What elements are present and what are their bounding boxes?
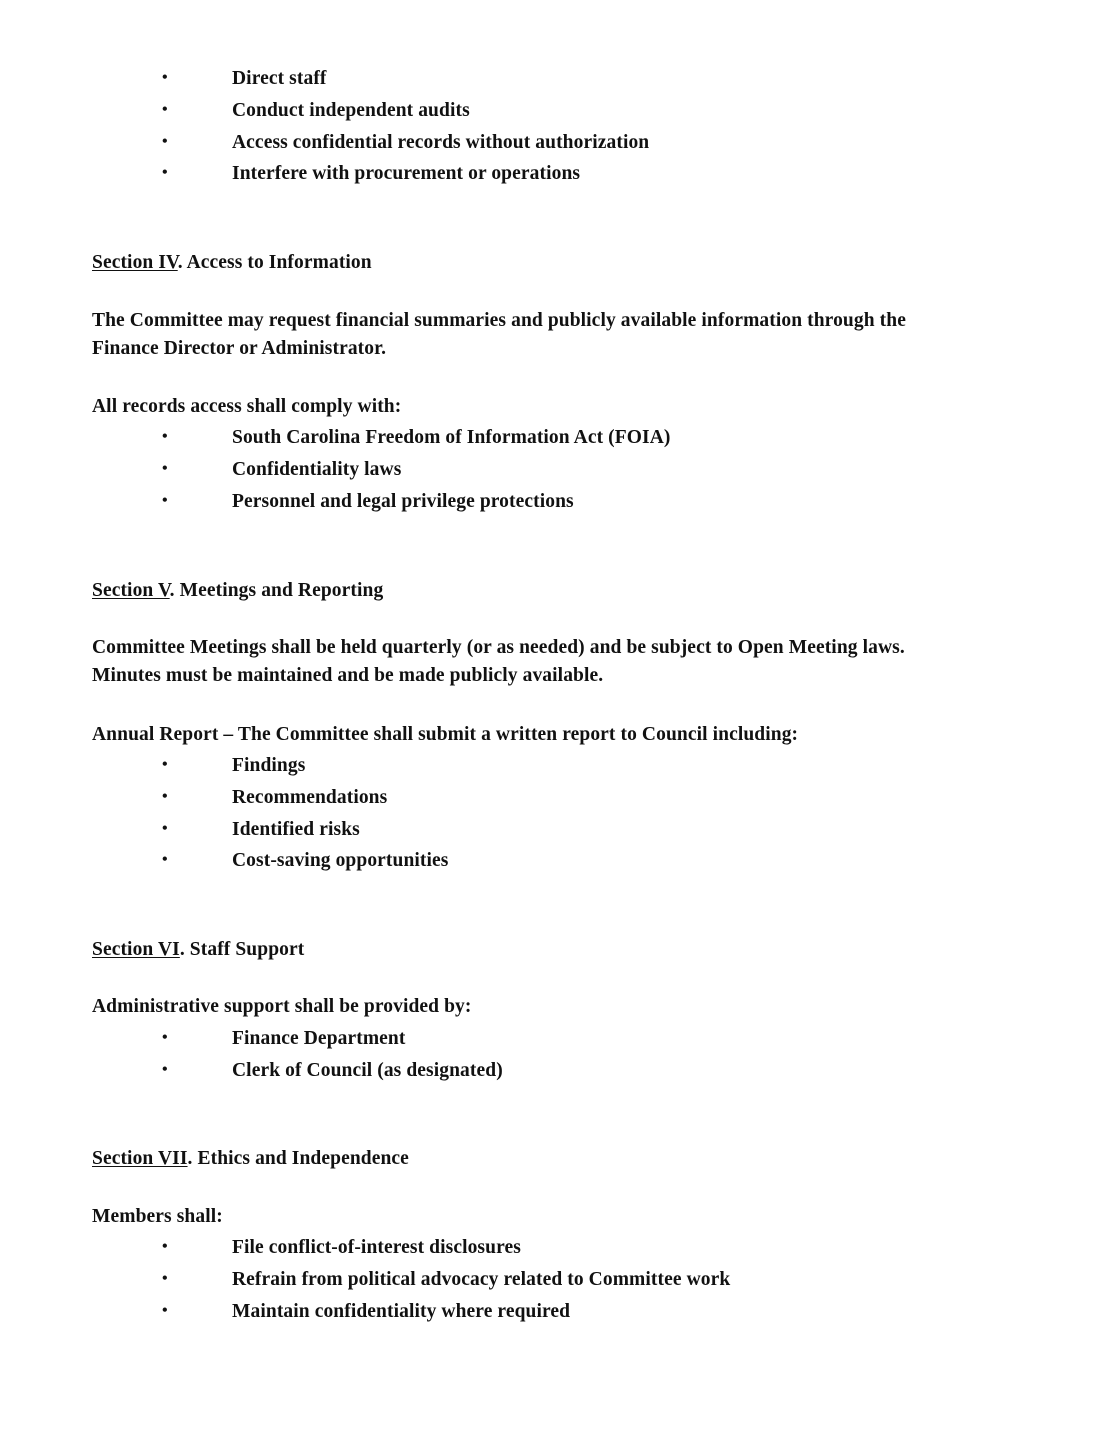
list-item <box>92 130 992 156</box>
spacer <box>92 363 992 393</box>
section-vi-bullet-list <box>92 1026 992 1084</box>
section-label: Section IV <box>92 252 178 274</box>
list-item <box>92 457 992 483</box>
list-item-label: Direct staff <box>232 68 327 89</box>
section-heading-v <box>92 577 992 604</box>
list-item-label: South Carolina Freedom of Information Act (FOIA) <box>232 427 671 449</box>
bullet-icon: • <box>162 819 168 837</box>
list-item-label: Maintain confidentiality where required <box>232 1300 571 1322</box>
list-item-label: Refrain from political advocacy related to Committee work <box>232 1268 731 1290</box>
list-item <box>92 425 992 451</box>
list-item-label: Cost-saving opportunities <box>232 850 449 872</box>
section-iv-paragraph: The Committee may request financial summaries and publicly available information through the Finance Director or Administrator. <box>92 309 906 359</box>
list-item-label: Personnel and legal privilege protections <box>232 490 574 512</box>
spacer <box>92 691 992 721</box>
list-item <box>92 785 992 811</box>
document-body <box>92 66 992 1325</box>
spacer <box>92 963 992 993</box>
bullet-icon: • <box>162 1060 168 1078</box>
bullet-icon: • <box>162 132 168 150</box>
bullet-icon: • <box>162 851 168 869</box>
list-item <box>92 98 992 124</box>
section-label: Section V <box>92 579 170 601</box>
section-title: . Staff Support <box>179 939 305 961</box>
list-item <box>92 753 992 779</box>
list-item-label: Finance Department <box>232 1027 406 1049</box>
spacer <box>92 880 992 936</box>
list-item <box>92 1267 992 1293</box>
list-item <box>92 848 992 874</box>
section-label: Section VII <box>92 1148 188 1170</box>
section-vii-bullet-list <box>92 1235 992 1325</box>
list-item <box>92 817 992 843</box>
spacer <box>92 193 992 249</box>
list-item-label: Interfere with procurement or operations <box>232 163 581 185</box>
list-item-label: Identified risks <box>232 818 360 840</box>
section-v-lead-in: Annual Report – The Committee shall submit a written report to Council including: <box>92 723 799 745</box>
bullet-icon: • <box>162 1301 168 1319</box>
list-item <box>92 1026 992 1052</box>
section-vi-lead-in: Administrative support shall be provided by: <box>92 996 472 1018</box>
list-item <box>92 1235 992 1261</box>
list-item <box>92 66 992 92</box>
section-v-paragraph: Committee Meetings shall be held quarterly (or as needed) and be subject to Open Meeting laws. Minutes must be maintained and be made publicly available. <box>92 637 905 687</box>
section-title: . Access to Information <box>177 252 372 274</box>
section-heading-vi <box>92 936 992 963</box>
section-title: . Ethics and Independence <box>187 1148 409 1170</box>
list-item <box>92 1058 992 1084</box>
list-item-label: File conflict-of-interest disclosures <box>232 1236 521 1258</box>
list-item-label: Access confidential records without authorization <box>232 131 650 153</box>
bullet-icon: • <box>162 491 168 509</box>
list-item-label: Conduct independent audits <box>232 99 470 121</box>
spacer <box>92 521 992 577</box>
top-bullet-list <box>92 66 992 188</box>
bullet-icon: • <box>162 1028 168 1046</box>
list-item <box>92 489 992 515</box>
section-vii-lead-in: Members shall: <box>92 1205 223 1227</box>
bullet-icon: • <box>162 787 168 805</box>
section-iv-lead-in: All records access shall comply with: <box>92 396 402 418</box>
bullet-icon: • <box>162 1237 168 1255</box>
section-heading-vii <box>92 1145 992 1172</box>
bullet-icon: • <box>162 755 168 773</box>
section-heading-iv <box>92 249 992 276</box>
list-item <box>92 161 992 187</box>
spacer <box>92 1089 992 1145</box>
list-item <box>92 1299 992 1325</box>
spacer <box>92 604 992 634</box>
bullet-icon: • <box>162 460 168 478</box>
list-item-label: Findings <box>232 754 306 776</box>
section-v-bullet-list <box>92 753 992 875</box>
section-iv-bullet-list <box>92 425 992 515</box>
bullet-icon: • <box>162 428 168 446</box>
bullet-icon: • <box>162 100 168 118</box>
bullet-icon: • <box>162 1269 168 1287</box>
section-title: . Meetings and Reporting <box>169 579 384 601</box>
section-label: Section VI <box>92 939 180 961</box>
spacer <box>92 1173 992 1203</box>
list-item-label: Clerk of Council (as designated) <box>232 1059 503 1081</box>
bullet-icon: • <box>162 69 168 86</box>
bullet-icon: • <box>162 164 168 182</box>
list-item-label: Confidentiality laws <box>232 459 402 481</box>
spacer <box>92 277 992 307</box>
list-item-label: Recommendations <box>232 786 388 808</box>
